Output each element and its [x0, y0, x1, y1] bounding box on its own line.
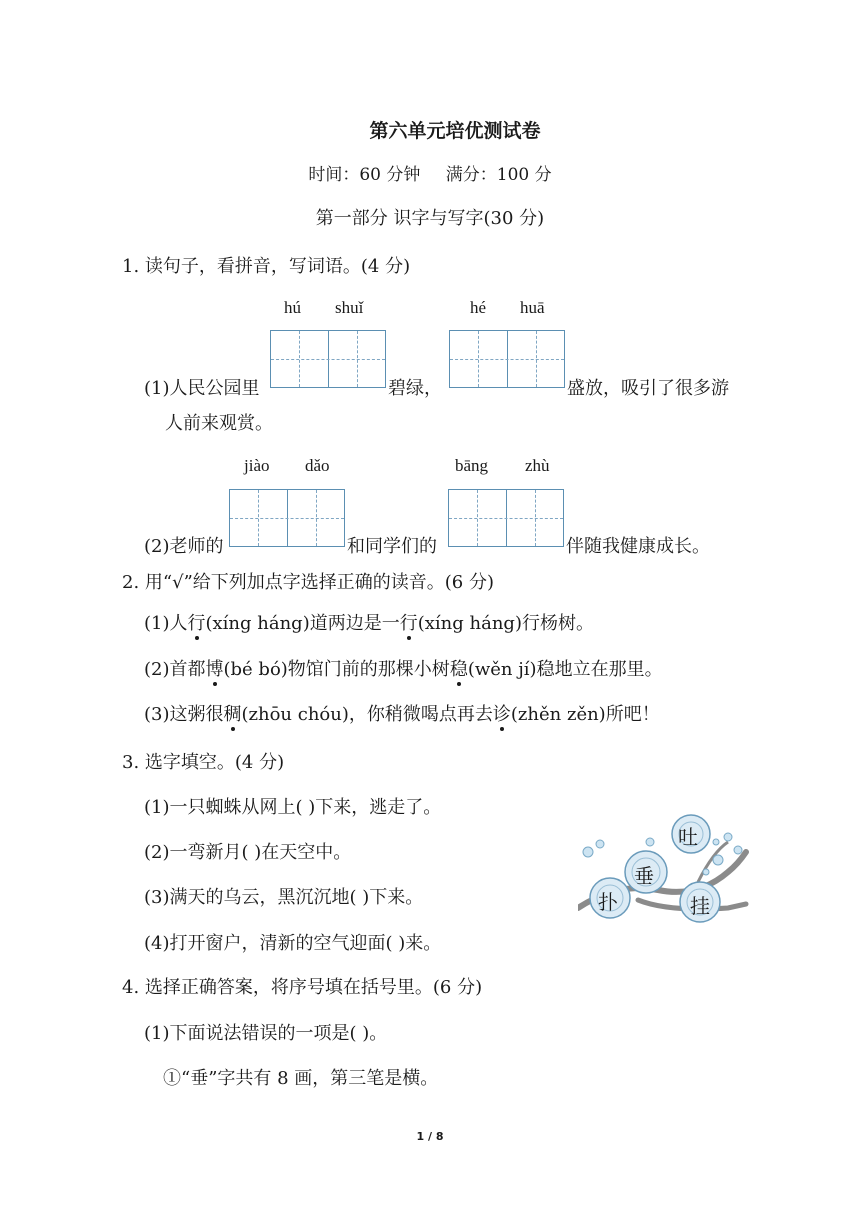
dotted-char: 诊 — [493, 700, 511, 726]
pinyin-2a-2: dǎo — [305, 456, 330, 475]
flower-char-pu: 扑 — [598, 890, 618, 914]
flower-char-gua: 挂 — [690, 894, 710, 918]
part-heading: 第一部分 识字与写字(30 分) — [315, 208, 545, 229]
q4-line-1: (1)下面说法错误的一项是( )。 — [144, 1023, 388, 1044]
pinyin-2a-1: jiào — [244, 456, 270, 475]
q3-line-4: (4)打开窗户，清新的空气迎面( )来。 — [144, 933, 442, 954]
dotted-char: 行 — [188, 609, 206, 635]
pinyin-1b-1: hé — [470, 298, 487, 317]
q3-line-3: (3)满天的乌云，黑沉沉地( )下来。 — [144, 887, 424, 908]
dotted-char: 博 — [206, 655, 224, 681]
dotted-char: 稳 — [450, 655, 468, 681]
exam-meta — [0, 160, 860, 185]
q1-sentence-1-cont: 人前来观赏。 — [165, 413, 273, 434]
writing-grid-2a[interactable] — [229, 489, 345, 547]
q1-sentence-2-start: (2)老师的 — [144, 536, 224, 557]
q1-sentence-2-end: 伴随我健康成长。 — [566, 536, 710, 557]
writing-grid-2b[interactable] — [448, 489, 564, 547]
flower-char-tu: 吐 — [678, 825, 698, 849]
question-1-heading: 1. 读句子，看拼音，写词语。(4 分) — [122, 256, 411, 277]
q2-line-1: (1)人行(xíng háng)道两边是一行(xíng háng)行杨树。 — [144, 609, 594, 635]
q1-sentence-1-mid: 碧绿， — [388, 378, 442, 399]
q2-line-2: (2)首都博(bé bó)物馆门前的那棵小树稳(wěn jí)稳地立在那里。 — [144, 655, 663, 681]
pinyin-1a-2: shuǐ — [335, 298, 364, 317]
q3-line-2: (2)一弯新月( )在天空中。 — [144, 842, 352, 863]
question-4-heading: 4. 选择正确答案，将序号填在括号里。(6 分) — [122, 977, 483, 998]
q1-sentence-1-start: (1)人民公园里 — [144, 378, 260, 399]
dotted-char: 行 — [400, 609, 418, 635]
writing-grid-1a[interactable] — [270, 330, 386, 388]
question-3-heading: 3. 选字填空。(4 分) — [122, 752, 285, 773]
page-title: 第六单元培优测试卷 — [369, 120, 541, 142]
q1-sentence-2-mid: 和同学们的 — [347, 536, 437, 557]
writing-grid-1b[interactable] — [449, 330, 565, 388]
flower-char-chui: 垂 — [634, 864, 654, 888]
q1-sentence-1-end: 盛放，吸引了很多游 — [567, 378, 729, 399]
time-limit: 时间：60 分钟 — [308, 165, 421, 185]
q3-line-1: (1)一只蜘蛛从网上( )下来，逃走了。 — [144, 797, 442, 818]
pinyin-2b-1: bāng — [455, 456, 489, 475]
pinyin-1b-2: huā — [520, 298, 545, 317]
pinyin-1a-1: hú — [284, 298, 301, 317]
page-number: 1 / 8 — [416, 1130, 444, 1143]
q2-line-3: (3)这粥很稠(zhōu chóu)，你稍微喝点再去诊(zhěn zěn)所吧！ — [144, 700, 660, 726]
pinyin-2b-2: zhù — [525, 456, 550, 475]
question-2-heading: 2. 用“√”给下列加点字选择正确的读音。(6 分) — [122, 572, 494, 593]
full-score: 满分：100 分 — [445, 165, 552, 185]
dotted-char: 稠 — [224, 700, 242, 726]
q4-option-1: ①“垂”字共有 8 画，第三笔是横。 — [163, 1068, 439, 1089]
